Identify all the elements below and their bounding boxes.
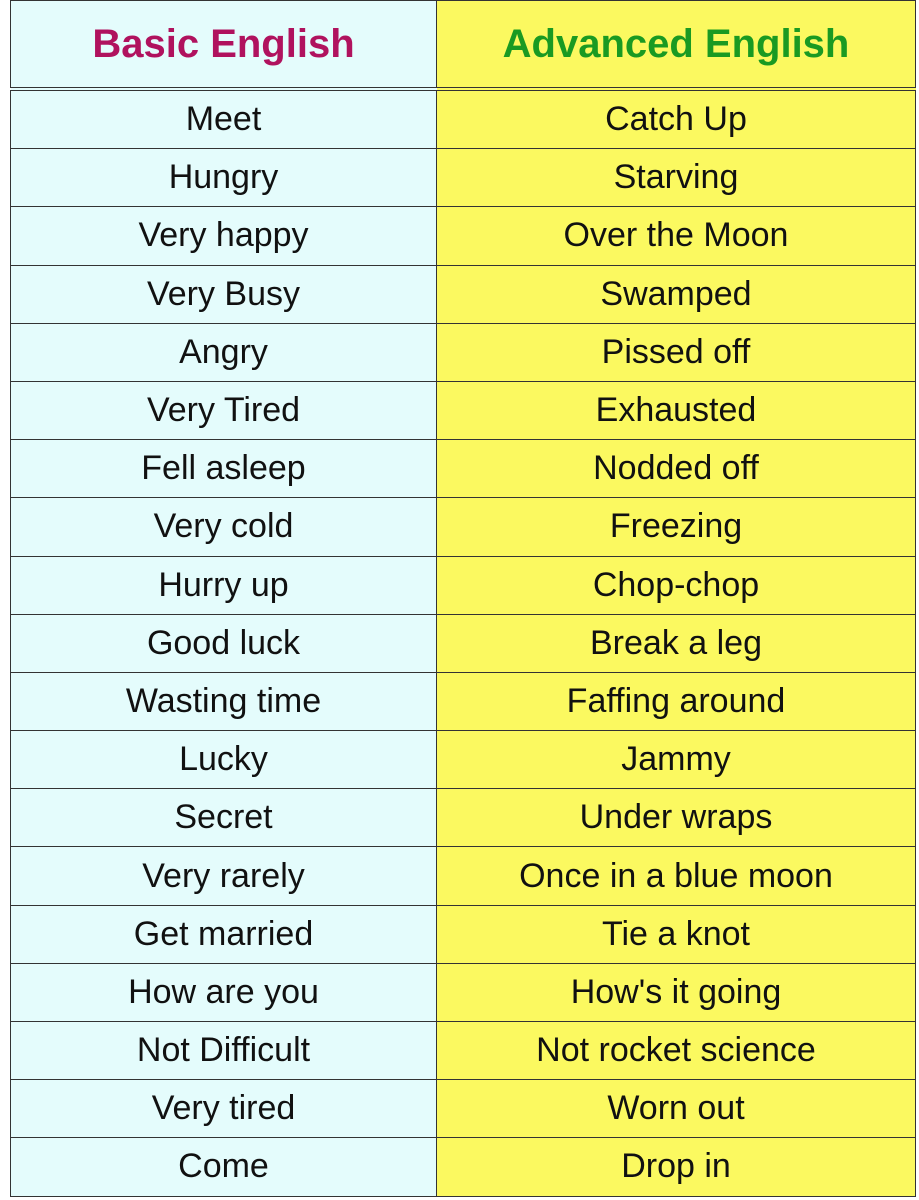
advanced-english-cell: How's it going [437, 963, 916, 1021]
table-row [11, 265, 916, 323]
table-row [11, 614, 916, 672]
basic-english-header: Basic English [11, 1, 437, 90]
basic-english-cell: Wasting time [11, 672, 437, 730]
basic-english-cell: Hurry up [11, 556, 437, 614]
basic-english-cell: Lucky [11, 731, 437, 789]
basic-english-cell: Get married [11, 905, 437, 963]
basic-english-cell: Very Busy [11, 265, 437, 323]
header-row [11, 1, 916, 90]
advanced-english-cell: Tie a knot [437, 905, 916, 963]
table-row [11, 556, 916, 614]
vocabulary-table [10, 0, 916, 1197]
table-row [11, 89, 916, 149]
advanced-english-header: Advanced English [437, 1, 916, 90]
table-row [11, 789, 916, 847]
advanced-english-cell: Not rocket science [437, 1022, 916, 1080]
basic-english-cell: Very tired [11, 1080, 437, 1138]
table-row [11, 1138, 916, 1196]
advanced-english-cell: Worn out [437, 1080, 916, 1138]
advanced-english-cell: Jammy [437, 731, 916, 789]
basic-english-cell: Fell asleep [11, 440, 437, 498]
basic-english-cell: Very cold [11, 498, 437, 556]
basic-english-cell: Very happy [11, 207, 437, 265]
basic-english-cell: Secret [11, 789, 437, 847]
table-row [11, 149, 916, 207]
table-row [11, 381, 916, 439]
table-row [11, 1022, 916, 1080]
basic-english-cell: Angry [11, 323, 437, 381]
advanced-english-cell: Drop in [437, 1138, 916, 1196]
advanced-english-cell: Starving [437, 149, 916, 207]
basic-english-cell: Very Tired [11, 381, 437, 439]
table-row [11, 731, 916, 789]
table-row [11, 498, 916, 556]
advanced-english-cell: Faffing around [437, 672, 916, 730]
advanced-english-cell: Pissed off [437, 323, 916, 381]
table-row [11, 847, 916, 905]
basic-english-cell: Very rarely [11, 847, 437, 905]
table-row [11, 1080, 916, 1138]
table-row [11, 440, 916, 498]
table-header [11, 1, 916, 90]
advanced-english-cell: Nodded off [437, 440, 916, 498]
advanced-english-cell: Under wraps [437, 789, 916, 847]
advanced-english-cell: Once in a blue moon [437, 847, 916, 905]
advanced-english-cell: Swamped [437, 265, 916, 323]
advanced-english-cell: Break a leg [437, 614, 916, 672]
advanced-english-cell: Catch Up [437, 89, 916, 149]
table-row [11, 963, 916, 1021]
advanced-english-cell: Over the Moon [437, 207, 916, 265]
table-row [11, 672, 916, 730]
table-row [11, 323, 916, 381]
advanced-english-cell: Exhausted [437, 381, 916, 439]
basic-english-cell: Good luck [11, 614, 437, 672]
table-row [11, 905, 916, 963]
basic-english-cell: Hungry [11, 149, 437, 207]
advanced-english-cell: Freezing [437, 498, 916, 556]
table-body [11, 89, 916, 1196]
basic-english-cell: Come [11, 1138, 437, 1196]
basic-english-cell: Not Difficult [11, 1022, 437, 1080]
table-row [11, 207, 916, 265]
basic-english-cell: How are you [11, 963, 437, 1021]
advanced-english-cell: Chop-chop [437, 556, 916, 614]
basic-english-cell: Meet [11, 89, 437, 149]
